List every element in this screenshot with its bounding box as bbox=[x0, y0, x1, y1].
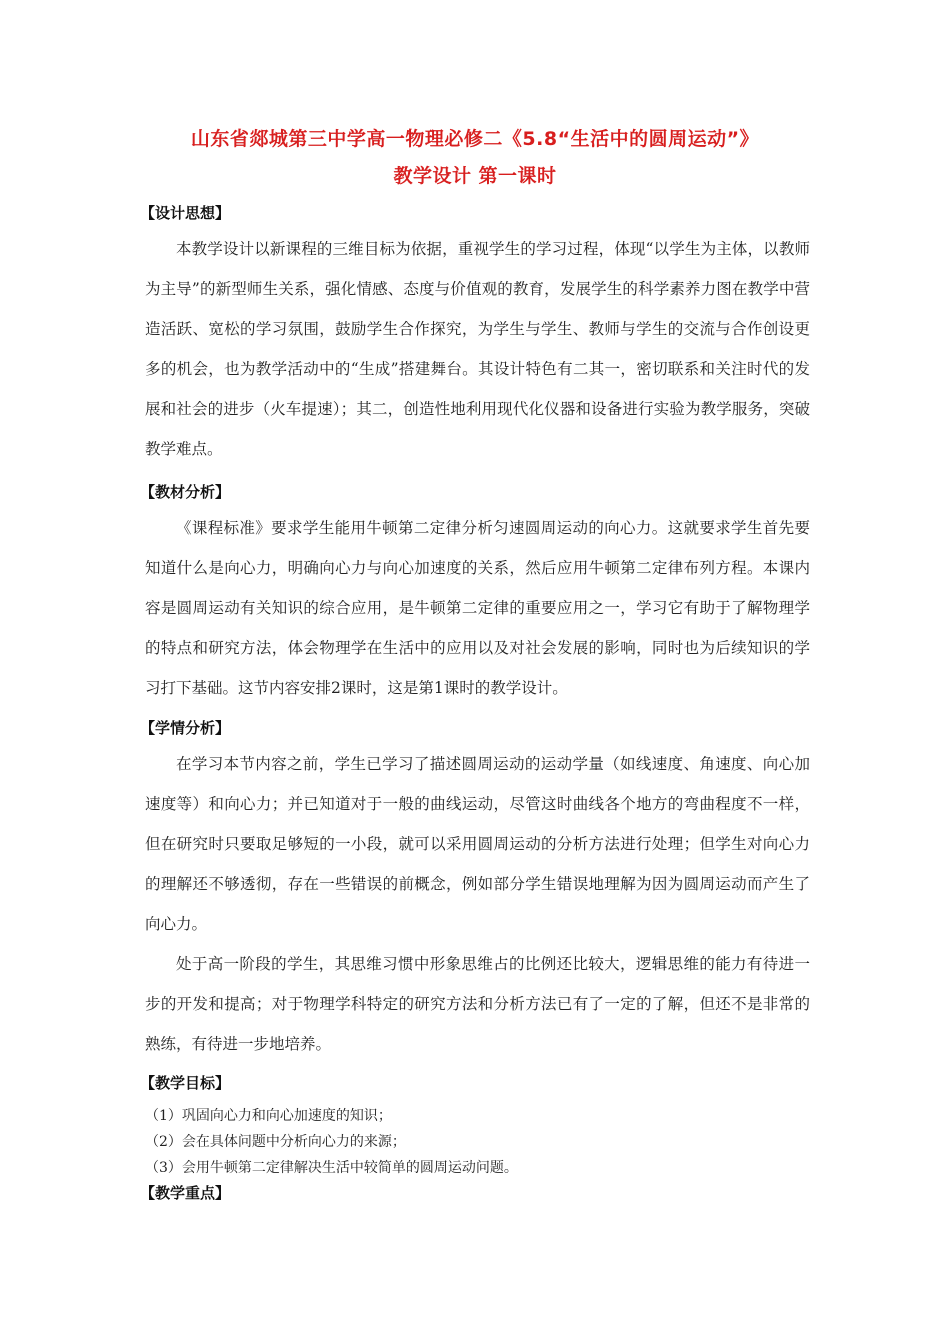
teaching-goal-item: （3）会用牛顿第二定律解决生活中较简单的圆周运动问题。 bbox=[145, 1160, 518, 1176]
student-analysis-paragraph-1: 在学习本节内容之前，学生已学习了描述圆周运动的运动学量（如线速度、角速度、向心加速度等）和向心力；并已知道对于一般的曲线运动，尽管这时曲线各个地方的弯曲程度不一样，但在研究时只要取足够短的一小段，就可以采用圆周运动的分析方法进行处理；但学生对向心力的理解还不够透彻，存在一些错误的前概念，例如部分学生错误地理解为因为圆周运动而产生了向心力。 bbox=[145, 755, 810, 933]
teaching-goal-item: （1）巩固向心力和向心加速度的知识； bbox=[145, 1108, 392, 1124]
material-analysis-paragraph: 《课程标准》要求学生能用牛顿第二定律分析匀速圆周运动的向心力。这就要求学生首先要知道什么是向心力，明确向心力与向心加速度的关系，然后应用牛顿第二定律布列方程。本课内容是圆周运动有关知识的综合应用，是牛顿第二定律的重要应用之一，学习它有助于了解物理学的特点和研究方法，体会物理学在生活中的应用以及对社会发展的影响，同时也为后续知识的学习打下基础。这节内容安排2课时，这是第1课时的教学设计。 bbox=[145, 519, 810, 697]
design-idea-paragraph: 本教学设计以新课程的三维目标为依据，重视学生的学习过程，体现“以学生为主体，以教师为主导”的新型师生关系，强化情感、态度与价值观的教育，发展学生的科学素养力图在教学中营造活跃、宽松的学习氛围，鼓励学生合作探究，为学生与学生、教师与学生的交流与合作创设更多的机会，也为教学活动中的“生成”搭建舞台。其设计特色有二其一，密切联系和关注时代的发展和社会的进步（火车提速）；其二，创造性地利用现代化仪器和设备进行实验为教学服务，突破教学难点。 bbox=[145, 240, 810, 458]
section-heading-student-analysis: 【学情分析】 bbox=[140, 719, 231, 737]
student-analysis-paragraph-2: 处于高一阶段的学生，其思维习惯中形象思维占的比例还比较大，逻辑思维的能力有待进一步的开发和提高；对于物理学科特定的研究方法和分析方法已有了一定的了解，但还不是非常的熟练，有待进一步地培养。 bbox=[145, 955, 810, 1053]
section-heading-teaching-goals: 【教学目标】 bbox=[140, 1074, 231, 1092]
section-heading-design-idea: 【设计思想】 bbox=[140, 204, 231, 222]
section-heading-material-analysis: 【教材分析】 bbox=[140, 483, 231, 501]
document-title-line2: 教学设计 第一课时 bbox=[393, 165, 557, 187]
document-title-line1: 山东省郯城第三中学高一物理必修二《5.8“生活中的圆周运动”》 bbox=[190, 128, 760, 150]
teaching-goal-item: （2）会在具体问题中分析向心力的来源； bbox=[145, 1134, 406, 1150]
section-heading-key-points: 【教学重点】 bbox=[140, 1184, 231, 1202]
